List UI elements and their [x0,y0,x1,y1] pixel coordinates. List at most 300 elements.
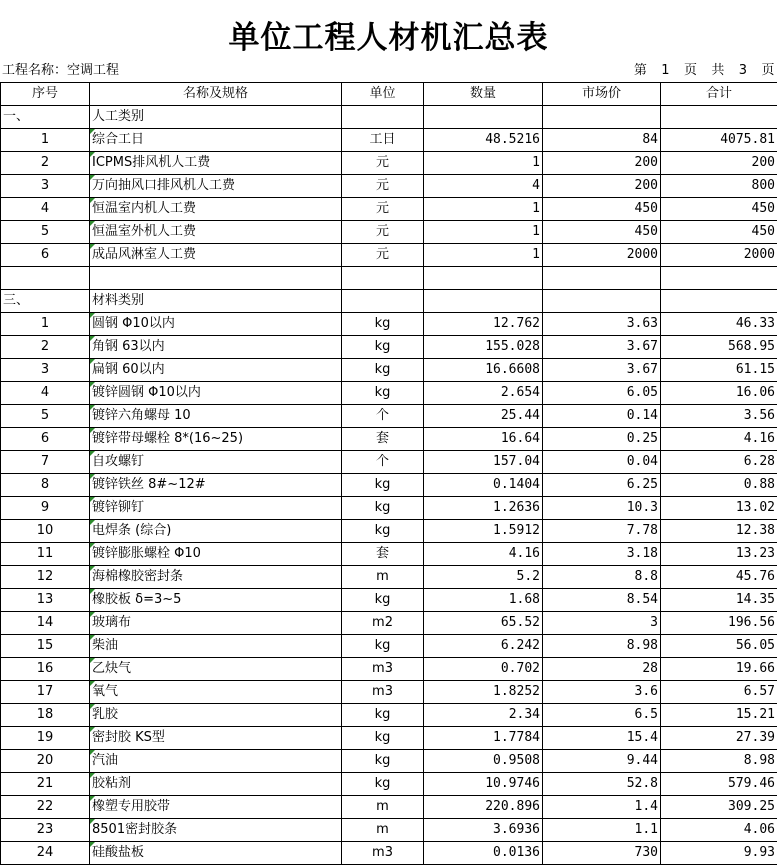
cell-qty[interactable] [424,451,543,474]
cell-qty-text: 1 [532,224,540,239]
cell-name[interactable] [90,474,342,497]
comment-marker-icon [90,198,95,203]
cell-no[interactable] [1,451,90,474]
cell-name-text: 恒温室外机人工费 [92,224,196,239]
cell-unit[interactable] [342,359,424,382]
cell-total-text: 9.93 [744,845,775,860]
cell-name-text: 自攻螺钉 [92,454,144,469]
cell-qty[interactable] [424,520,543,543]
cell-no[interactable] [1,428,90,451]
cell-name-text: 柴油 [92,638,118,653]
cell-qty-text: 10.9746 [485,776,540,791]
cell-qty[interactable] [424,428,543,451]
cell-price[interactable] [543,497,661,520]
cell-no-text: 9 [41,500,49,515]
cell-unit[interactable] [342,842,424,865]
cell-qty[interactable] [424,727,543,750]
cell-total-text: 13.02 [736,500,775,515]
cell-name[interactable] [90,520,342,543]
cell-qty[interactable] [424,221,543,244]
cell-total[interactable] [661,313,777,336]
cell-price[interactable] [543,842,661,865]
cell-no-text: 17 [37,684,54,699]
cell-price[interactable] [543,681,661,704]
comment-marker-icon [90,727,95,732]
cell-qty[interactable] [424,819,543,842]
cell-total-text: 4.16 [744,431,775,446]
cell-price-text: 6.05 [627,385,658,400]
cell-no[interactable] [1,796,90,819]
cell-total[interactable] [661,359,777,382]
cell-qty-text: 1.8252 [493,684,540,699]
section-label[interactable] [1,290,90,313]
cell-name[interactable] [90,704,342,727]
empty-cell[interactable] [543,106,661,129]
cell-qty[interactable] [424,129,543,152]
section-title[interactable] [90,106,342,129]
cell-no[interactable] [1,543,90,566]
comment-marker-icon [90,819,95,824]
cell-total[interactable] [661,221,777,244]
cell-total-text: 16.06 [736,385,775,400]
cell-unit-text: kg [375,385,391,400]
cell-qty[interactable] [424,796,543,819]
cell-total-text: 61.15 [736,362,775,377]
cell-qty-text: 157.04 [493,454,540,469]
cell-unit[interactable] [342,313,424,336]
cell-price[interactable] [543,359,661,382]
cell-qty[interactable] [424,152,543,175]
table-row [1,819,777,842]
table-row [1,497,777,520]
cell-name[interactable] [90,727,342,750]
cell-name[interactable] [90,635,342,658]
cell-qty-text: 0.702 [501,661,540,676]
cell-unit-text: m2 [372,615,393,630]
cell-total[interactable] [661,497,777,520]
empty-cell[interactable] [342,290,424,313]
cell-unit[interactable] [342,336,424,359]
cell-total[interactable] [661,129,777,152]
table-row [1,727,777,750]
empty-cell[interactable] [342,106,424,129]
cell-unit[interactable] [342,727,424,750]
cell-total[interactable] [661,244,777,267]
empty-cell[interactable] [424,290,543,313]
cell-price[interactable] [543,635,661,658]
cell-no[interactable] [1,750,90,773]
cell-name[interactable] [90,382,342,405]
comment-marker-icon [90,336,95,341]
cell-total-text: 568.95 [728,339,775,354]
cell-qty[interactable] [424,635,543,658]
cell-price[interactable] [543,198,661,221]
cell-total[interactable] [661,543,777,566]
cell-unit[interactable] [342,658,424,681]
cell-no[interactable] [1,773,90,796]
cell-total-text: 800 [752,178,775,193]
empty-cell[interactable] [342,267,424,290]
cell-name[interactable] [90,405,342,428]
cell-qty[interactable] [424,405,543,428]
cell-total[interactable] [661,336,777,359]
cell-total-text: 46.33 [736,316,775,331]
comment-marker-icon [90,497,95,502]
cell-total[interactable] [661,474,777,497]
empty-cell[interactable] [424,267,543,290]
table-row [1,451,777,474]
cell-unit-text: kg [375,592,391,607]
empty-cell[interactable] [661,267,777,290]
cell-no-text: 6 [41,247,49,262]
section-title-text: 材料类别 [92,293,144,308]
cell-qty[interactable] [424,175,543,198]
cell-total[interactable] [661,405,777,428]
cell-no-text: 1 [41,316,49,331]
cell-price[interactable] [543,428,661,451]
cell-name[interactable] [90,589,342,612]
header-unit: 单位 [342,83,424,106]
cell-name[interactable] [90,198,342,221]
cell-qty[interactable] [424,382,543,405]
cell-no-text: 19 [37,730,54,745]
cell-no[interactable] [1,175,90,198]
cell-no-text: 20 [37,753,54,768]
cell-name-text: 镀锌六角螺母 10 [92,408,191,423]
cell-unit[interactable] [342,819,424,842]
cell-no[interactable] [1,681,90,704]
cell-no-text: 16 [37,661,54,676]
cell-no[interactable] [1,589,90,612]
cell-qty[interactable] [424,750,543,773]
cell-no[interactable] [1,198,90,221]
cell-qty[interactable] [424,336,543,359]
comment-marker-icon [90,773,95,778]
cell-no[interactable] [1,842,90,865]
cell-name[interactable] [90,428,342,451]
cell-name[interactable] [90,819,342,842]
cell-name-text: 氧气 [92,684,118,699]
cell-price[interactable] [543,244,661,267]
cell-qty-text: 4 [532,178,540,193]
cell-price[interactable] [543,819,661,842]
cell-name-text: 密封胶 KS型 [92,730,165,745]
cell-qty-text: 0.9508 [493,753,540,768]
table-row [1,428,777,451]
cell-unit[interactable] [342,612,424,635]
cell-unit-text: kg [375,638,391,653]
cell-name[interactable] [90,566,342,589]
cell-unit[interactable] [342,152,424,175]
cell-qty[interactable] [424,543,543,566]
cell-price[interactable] [543,727,661,750]
cell-price-text: 10.3 [627,500,658,515]
cell-price[interactable] [543,221,661,244]
pager-mid2: 共 [711,63,725,78]
cell-no[interactable] [1,382,90,405]
table-row [1,543,777,566]
cell-qty[interactable] [424,681,543,704]
cell-total[interactable] [661,451,777,474]
cell-qty[interactable] [424,842,543,865]
table-body [1,106,777,865]
cell-unit-text: kg [375,316,391,331]
section-title-text: 人工类别 [92,109,144,124]
table-row [1,842,777,865]
table-row [1,175,777,198]
cell-price[interactable] [543,750,661,773]
table-row [1,635,777,658]
cell-name[interactable] [90,129,342,152]
cell-total[interactable] [661,589,777,612]
cell-total[interactable] [661,842,777,865]
cell-total[interactable] [661,704,777,727]
cell-unit[interactable] [342,497,424,520]
cell-name[interactable] [90,681,342,704]
cell-total[interactable] [661,520,777,543]
cell-no[interactable] [1,336,90,359]
cell-name-text: 镀锌圆钢 Φ10以内 [92,385,201,400]
cell-name-text: 胶粘剂 [92,776,131,791]
cell-price[interactable] [543,589,661,612]
table-row [1,474,777,497]
cell-price[interactable] [543,451,661,474]
cell-qty[interactable] [424,359,543,382]
cell-no[interactable] [1,612,90,635]
cell-price-text: 3.67 [627,339,658,354]
cell-unit[interactable] [342,681,424,704]
cell-name[interactable] [90,543,342,566]
cell-total[interactable] [661,566,777,589]
cell-no[interactable] [1,405,90,428]
cell-no-text: 14 [37,615,54,630]
cell-qty[interactable] [424,198,543,221]
cell-unit-text: 个 [376,408,389,423]
cell-no[interactable] [1,819,90,842]
cell-no-text: 5 [41,224,49,239]
cell-qty[interactable] [424,313,543,336]
cell-total[interactable] [661,428,777,451]
cell-total[interactable] [661,658,777,681]
cell-unit[interactable] [342,175,424,198]
cell-unit-text: kg [375,477,391,492]
cell-price-text: 200 [635,178,658,193]
cell-name[interactable] [90,658,342,681]
cell-total[interactable] [661,152,777,175]
empty-cell[interactable] [90,267,342,290]
cell-name[interactable] [90,359,342,382]
cell-price-text: 2000 [627,247,658,262]
cell-unit[interactable] [342,221,424,244]
cell-price[interactable] [543,474,661,497]
cell-name[interactable] [90,175,342,198]
section-title[interactable] [90,290,342,313]
cell-no[interactable] [1,152,90,175]
cell-qty[interactable] [424,704,543,727]
cell-price[interactable] [543,405,661,428]
table-row [1,589,777,612]
cell-total-text: 0.88 [744,477,775,492]
cell-qty[interactable] [424,497,543,520]
cell-qty[interactable] [424,474,543,497]
cell-price-text: 730 [635,845,658,860]
cell-no[interactable] [1,727,90,750]
empty-cell[interactable] [661,290,777,313]
cell-price-text: 1.4 [635,799,658,814]
cell-unit[interactable] [342,382,424,405]
cell-price[interactable] [543,175,661,198]
cell-name-text: 镀锌铁丝 8#~12# [92,477,206,492]
empty-cell[interactable] [424,106,543,129]
cell-price[interactable] [543,152,661,175]
cell-total[interactable] [661,796,777,819]
cell-qty-text: 1.5912 [493,523,540,538]
cell-unit[interactable] [342,474,424,497]
cell-name[interactable] [90,842,342,865]
cell-price[interactable] [543,382,661,405]
cell-price-text: 200 [635,155,658,170]
cell-qty[interactable] [424,589,543,612]
header-name: 名称及规格 [90,83,342,106]
cell-qty[interactable] [424,773,543,796]
cell-no[interactable] [1,658,90,681]
cell-qty[interactable] [424,612,543,635]
cell-total[interactable] [661,198,777,221]
cell-total[interactable] [661,612,777,635]
cell-total[interactable] [661,773,777,796]
cell-total-text: 2000 [744,247,775,262]
empty-cell[interactable] [1,267,90,290]
cell-unit[interactable] [342,750,424,773]
cell-name[interactable] [90,451,342,474]
cell-no[interactable] [1,520,90,543]
cell-unit[interactable] [342,704,424,727]
cell-unit[interactable] [342,405,424,428]
cell-total[interactable] [661,750,777,773]
cell-no[interactable] [1,474,90,497]
cell-unit[interactable] [342,129,424,152]
cell-unit[interactable] [342,451,424,474]
cell-qty-text: 6.242 [501,638,540,653]
cell-total[interactable] [661,635,777,658]
cell-name[interactable] [90,796,342,819]
cell-unit-text: kg [375,523,391,538]
cell-qty[interactable] [424,244,543,267]
cell-name[interactable] [90,221,342,244]
cell-price[interactable] [543,520,661,543]
cell-no[interactable] [1,313,90,336]
cell-name[interactable] [90,612,342,635]
cell-total[interactable] [661,819,777,842]
section-label-text: 一、 [3,109,29,124]
cell-total-text: 56.05 [736,638,775,653]
pager-prefix: 第 [634,63,648,78]
cell-name[interactable] [90,750,342,773]
cell-total[interactable] [661,175,777,198]
empty-cell[interactable] [543,267,661,290]
cell-price[interactable] [543,313,661,336]
cell-price[interactable] [543,129,661,152]
cell-name[interactable] [90,773,342,796]
cell-price[interactable] [543,796,661,819]
cell-no-text: 2 [41,339,49,354]
cell-total[interactable] [661,382,777,405]
cell-price[interactable] [543,543,661,566]
cell-price-text: 0.04 [627,454,658,469]
cell-total[interactable] [661,727,777,750]
header-price: 市场价 [543,83,661,106]
cell-price[interactable] [543,704,661,727]
cell-unit[interactable] [342,520,424,543]
comment-marker-icon [90,175,95,180]
empty-cell[interactable] [661,106,777,129]
cell-total[interactable] [661,681,777,704]
cell-unit[interactable] [342,198,424,221]
comment-marker-icon [90,474,95,479]
cell-price[interactable] [543,336,661,359]
cell-price[interactable] [543,566,661,589]
cell-no-text: 21 [37,776,54,791]
empty-cell[interactable] [543,290,661,313]
cell-name-text: 圆钢 Φ10以内 [92,316,175,331]
comment-marker-icon [90,543,95,548]
cell-qty-text: 0.0136 [493,845,540,860]
cell-no[interactable] [1,704,90,727]
cell-unit[interactable] [342,428,424,451]
cell-name[interactable] [90,152,342,175]
cell-name-text: 万向抽风口排风机人工费 [92,178,235,193]
cell-price[interactable] [543,773,661,796]
cell-no[interactable] [1,221,90,244]
cell-no[interactable] [1,129,90,152]
cell-unit-text: 工日 [369,132,395,147]
table-row [1,382,777,405]
cell-name[interactable] [90,497,342,520]
cell-no[interactable] [1,566,90,589]
cell-total-text: 15.21 [736,707,775,722]
cell-unit[interactable] [342,635,424,658]
cell-name[interactable] [90,313,342,336]
cell-no-text: 3 [41,178,49,193]
cell-no[interactable] [1,359,90,382]
cell-unit-text: m [376,822,389,837]
cell-unit[interactable] [342,589,424,612]
cell-unit[interactable] [342,244,424,267]
cell-price[interactable] [543,612,661,635]
cell-name[interactable] [90,336,342,359]
cell-qty[interactable] [424,658,543,681]
cell-no-text: 23 [37,822,54,837]
cell-unit[interactable] [342,773,424,796]
cell-no[interactable] [1,244,90,267]
cell-unit[interactable] [342,796,424,819]
comment-marker-icon [90,796,95,801]
cell-total-text: 200 [752,155,775,170]
cell-qty-text: 65.52 [501,615,540,630]
cell-unit[interactable] [342,566,424,589]
cell-qty[interactable] [424,566,543,589]
section-label[interactable] [1,106,90,129]
cell-qty-text: 1 [532,155,540,170]
cell-price-text: 3.18 [627,546,658,561]
cell-no[interactable] [1,497,90,520]
cell-price[interactable] [543,658,661,681]
cell-no[interactable] [1,635,90,658]
cell-unit[interactable] [342,543,424,566]
cell-name[interactable] [90,244,342,267]
cell-qty-text: 16.6608 [485,362,540,377]
cell-price-text: 3.63 [627,316,658,331]
